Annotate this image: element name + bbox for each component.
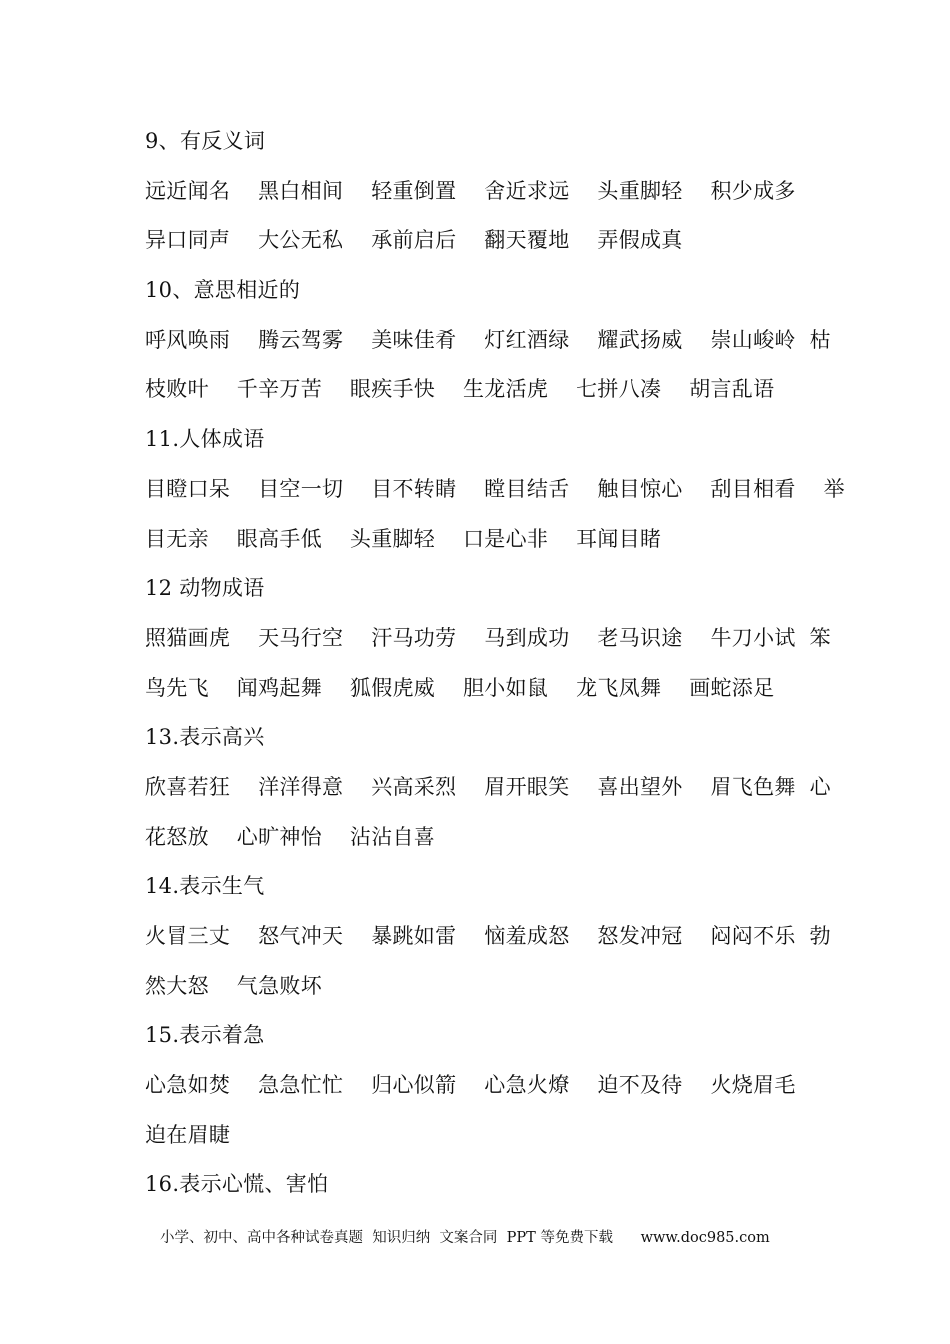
idiom-line: 心急如焚 急急忙忙 归心似箭 心急火燎 迫不及待 火烧眉毛 [145,1073,796,1098]
section-heading: 11.人体成语 [145,427,265,452]
section-heading: 9、有反义词 [145,129,266,153]
idiom-line: 然大怒 气急败坏 [145,973,323,998]
idiom-line: 异口同声 大公无私 承前启后 翻天覆地 弄假成真 [145,228,683,253]
idiom-line: 照猫画虎 天马行空 汗马功劳 马到成功 老马识途 牛刀小试 笨 [145,625,831,650]
section-heading: 15.表示着急 [145,1023,265,1048]
idiom-line: 枝败叶 千辛万苦 眼疾手快 生龙活虎 七拼八凑 胡言乱语 [145,377,775,402]
idiom-line: 远近闻名 黑白相间 轻重倒置 舍近求远 头重脚轻 积少成多 [145,178,796,203]
section-heading: 14.表示生气 [145,874,265,899]
idiom-line: 目瞪口呆 目空一切 目不转睛 瞠目结舌 触目惊心 刮目相看 举 [145,476,845,501]
section-heading: 12 动物成语 [145,576,265,601]
idiom-line: 欣喜若狂 洋洋得意 兴高采烈 眉开眼笑 喜出望外 眉飞色舞 心 [145,774,831,799]
idiom-line: 鸟先飞 闻鸡起舞 狐假虎威 胆小如鼠 龙飞凤舞 画蛇添足 [145,675,775,700]
idiom-line: 花怒放 心旷神怡 沾沾自喜 [145,824,436,849]
idiom-line: 呼风唤雨 腾云驾雾 美味佳肴 灯红酒绿 耀武扬威 崇山峻岭 枯 [145,327,831,352]
document-body [145,117,845,1210]
section-heading: 13.表示高兴 [145,725,265,750]
page-footer: 小学、初中、高中各种试卷真题 知识归纳 文案合同 PPT 等免费下载 www.doc985.com [160,1230,770,1246]
idiom-line: 迫在眉睫 [145,1122,231,1147]
section-heading: 16.表示心慌、害怕 [145,1172,329,1197]
idiom-line: 火冒三丈 怒气冲天 暴跳如雷 恼羞成怒 怒发冲冠 闷闷不乐 勃 [145,924,831,948]
section-heading: 10、意思相近的 [145,278,301,303]
idiom-line: 目无亲 眼高手低 头重脚轻 口是心非 耳闻目睹 [145,526,662,551]
